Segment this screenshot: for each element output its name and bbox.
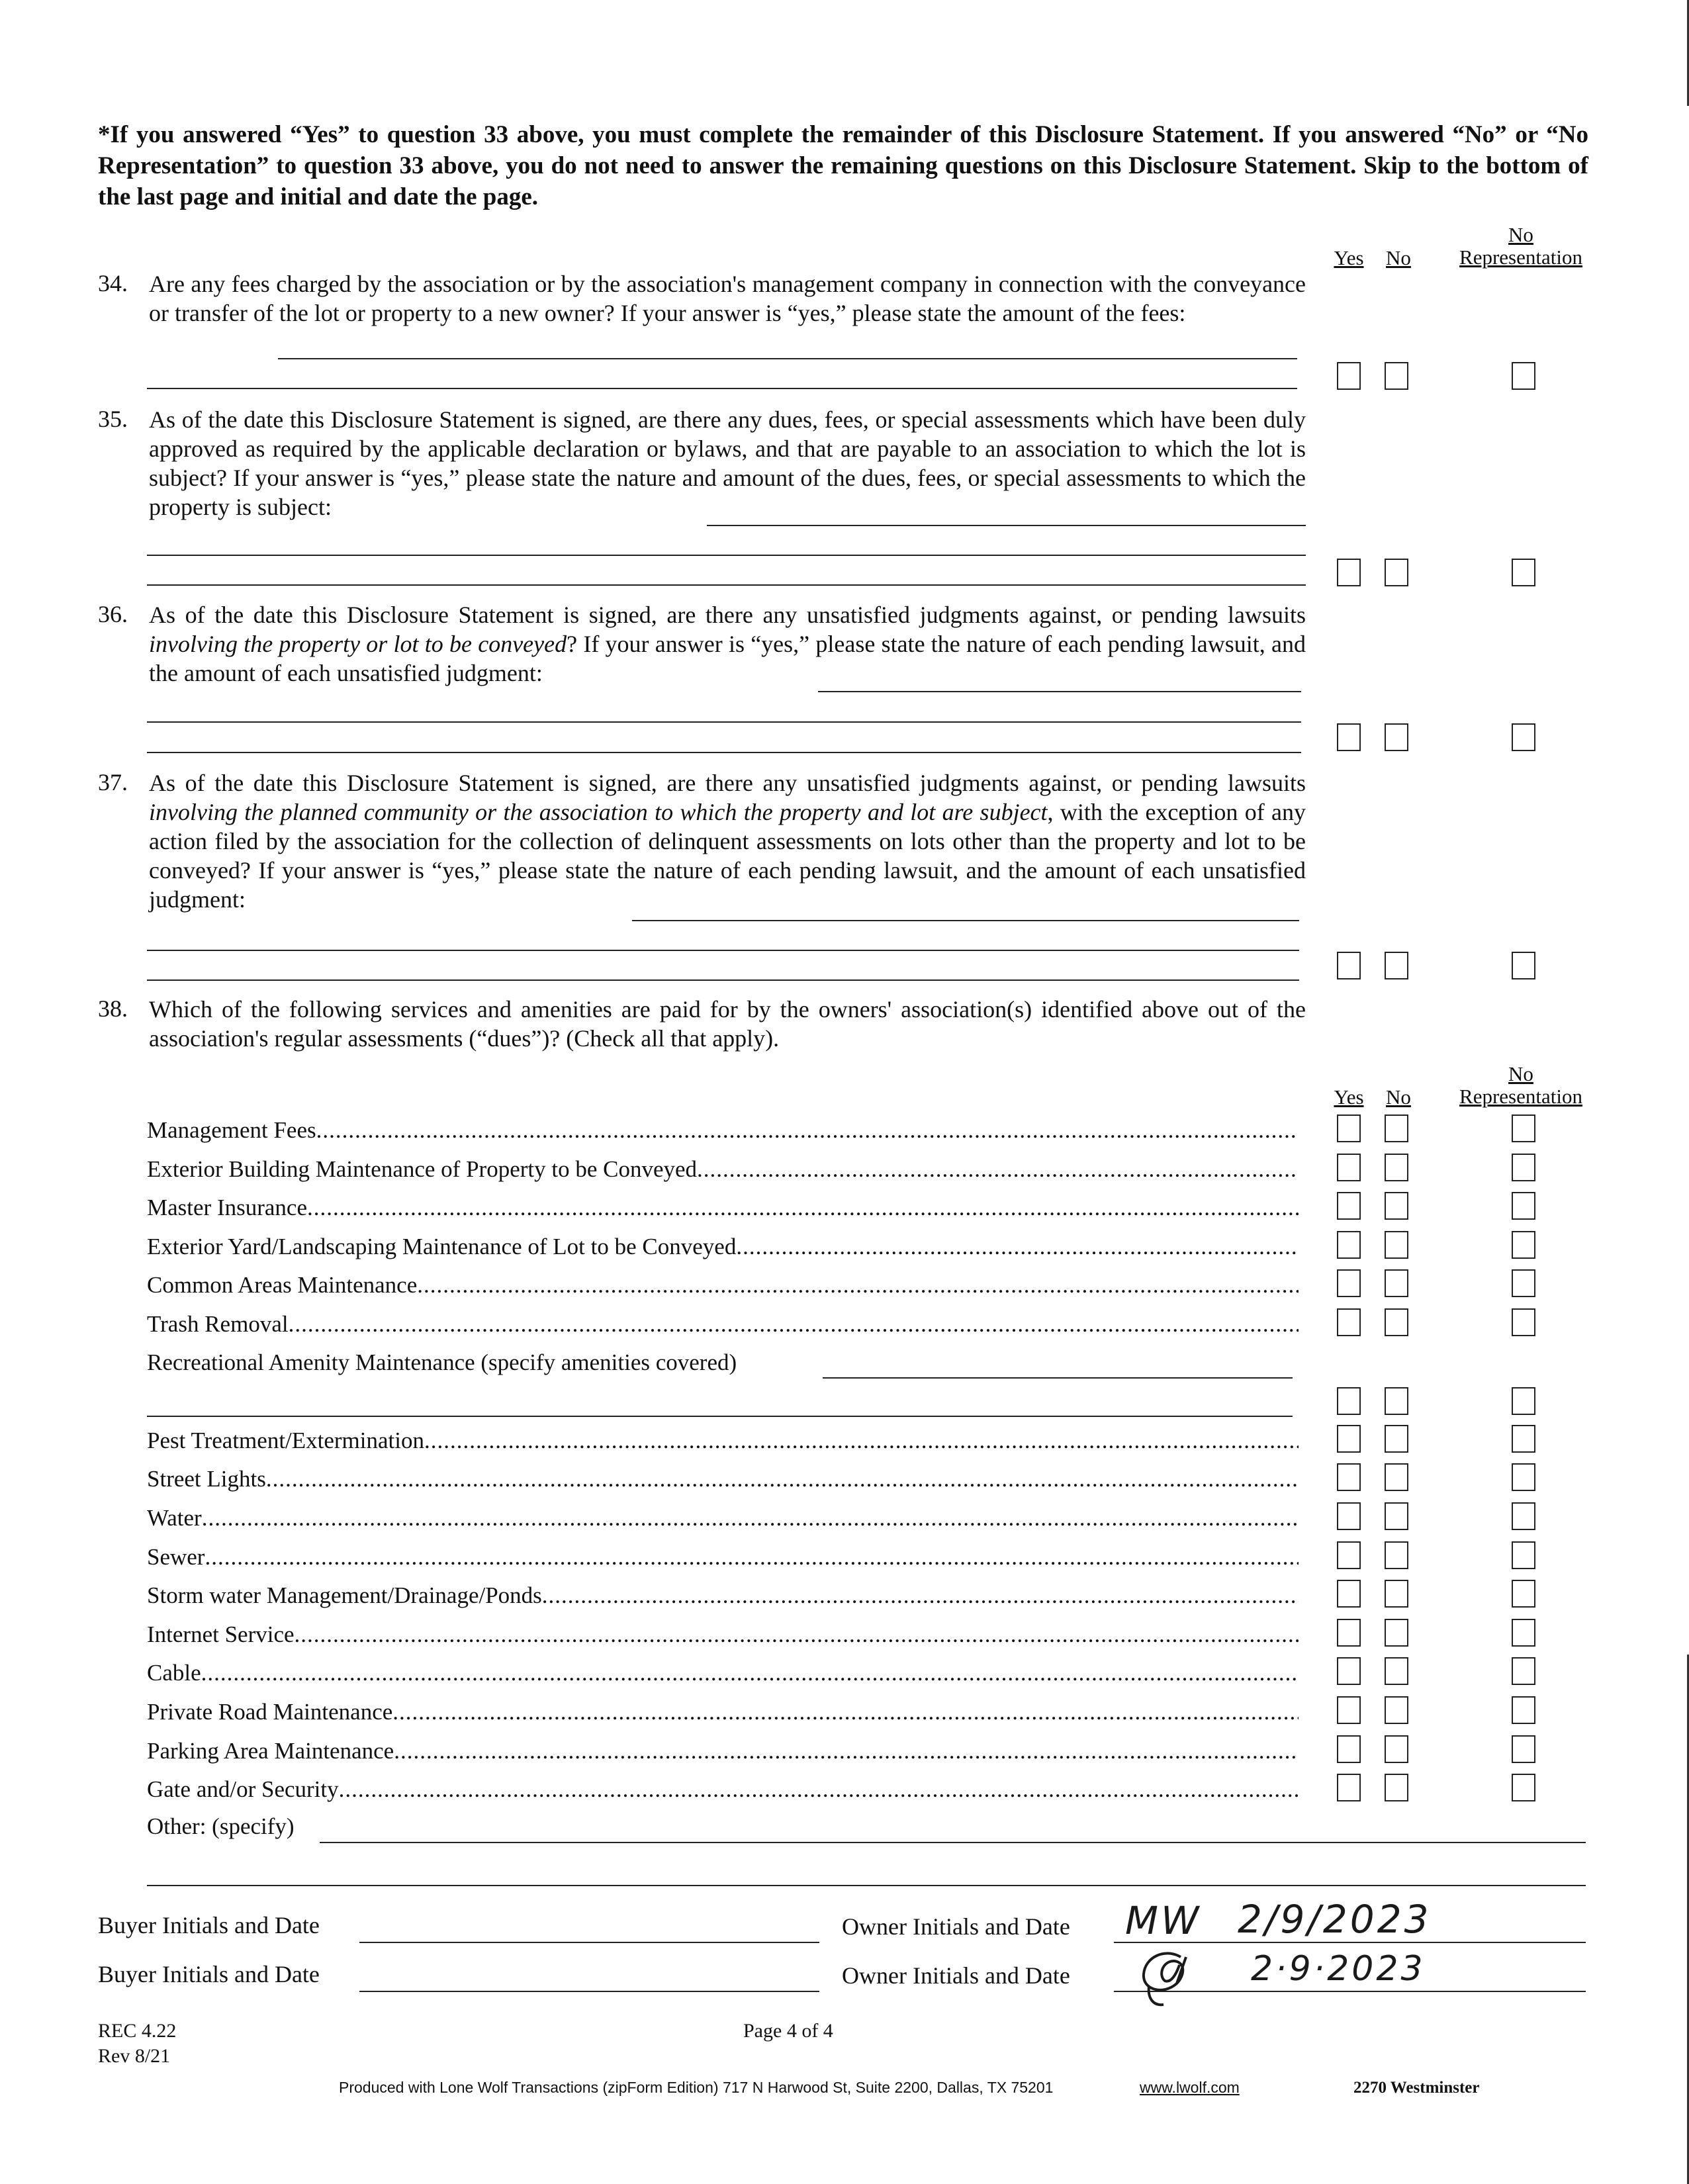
owner-initials-label-2: Owner Initials and Date xyxy=(842,1962,1070,1989)
services-no-column-header: No xyxy=(1386,1085,1411,1109)
question-36-answer-line[interactable] xyxy=(147,752,1301,753)
service-no-representation-checkbox[interactable] xyxy=(1512,1154,1535,1181)
service-label: Private Road Maintenance xyxy=(147,1699,393,1725)
leader-dots xyxy=(307,1195,1299,1221)
question-34-text: Are any fees charged by the association or by the association's management company in connection with the conveyance or transfer of the lot or property to a new owner? If your answer is “yes,” please state the amount of the fees: xyxy=(149,271,1306,326)
service-yes-checkbox[interactable] xyxy=(1337,1115,1361,1142)
service-row xyxy=(147,1582,1299,1609)
question-35-answer-line[interactable] xyxy=(147,584,1306,586)
service-yes-checkbox[interactable] xyxy=(1337,1657,1361,1685)
service-row xyxy=(147,1660,1299,1686)
buyer-initials-label-1: Buyer Initials and Date xyxy=(98,1912,320,1938)
leader-dots xyxy=(289,1311,1299,1338)
service-no-checkbox[interactable] xyxy=(1385,1192,1408,1220)
leader-dots xyxy=(266,1466,1299,1492)
service-no-representation-checkbox[interactable] xyxy=(1512,1231,1535,1259)
produced-with-text: Produced with Lone Wolf Transactions (zipForm Edition) 717 N Harwood St, Suite 2200, Dallas, TX 75201 xyxy=(339,2079,1054,2096)
no-column-header: No xyxy=(1386,246,1411,269)
question-35-yes-checkbox[interactable] xyxy=(1337,559,1361,586)
service-no-representation-checkbox[interactable] xyxy=(1512,1269,1535,1297)
service-label: Cable xyxy=(147,1660,201,1686)
service-row xyxy=(147,1195,1299,1221)
leader-dots xyxy=(736,1234,1299,1260)
form-revision: Rev 8/21 xyxy=(98,2045,171,2067)
service-row xyxy=(147,1272,1299,1298)
owner-2-handwritten-date: 2·9·2023 xyxy=(1251,1949,1426,1989)
service-row xyxy=(147,1311,1299,1338)
service-no-representation-checkbox[interactable] xyxy=(1512,1502,1535,1530)
recreational-amenity-line[interactable] xyxy=(823,1377,1293,1379)
service-no-checkbox[interactable] xyxy=(1385,1269,1408,1297)
service-no-checkbox[interactable] xyxy=(1385,1154,1408,1181)
service-yes-checkbox[interactable] xyxy=(1337,1502,1361,1530)
buyer-initials-line-1[interactable] xyxy=(359,1942,819,1943)
no-rep-header-line1: No xyxy=(1508,223,1533,246)
service-label: Common Areas Maintenance xyxy=(147,1272,418,1298)
service-row xyxy=(147,1738,1299,1764)
question-36-text-emphasis: involving the property or lot to be conveyed xyxy=(149,631,567,657)
question-38-text: Which of the following services and amenities are paid for by the owners' association(s) identified above out of the association's regular assessments (“dues”)? (Check all that apply). xyxy=(149,996,1306,1052)
service-row xyxy=(147,1699,1299,1725)
service-no-representation-checkbox[interactable] xyxy=(1512,1774,1535,1801)
leader-dots xyxy=(202,1505,1299,1531)
service-row xyxy=(147,1776,1299,1803)
owner-1-handwritten-date: 2/9/2023 xyxy=(1238,1897,1432,1942)
service-no-checkbox[interactable] xyxy=(1385,1541,1408,1569)
question-38-number: 38. xyxy=(98,995,128,1022)
question-37-answer-line[interactable] xyxy=(147,979,1299,981)
service-no-representation-checkbox[interactable] xyxy=(1512,1425,1535,1453)
services-yes-column-header: Yes xyxy=(1334,1085,1364,1109)
question-37-yes-checkbox[interactable] xyxy=(1337,952,1361,979)
leader-dots xyxy=(316,1117,1299,1144)
leader-dots xyxy=(542,1582,1299,1609)
leader-dots xyxy=(392,1699,1299,1725)
question-36-yes-checkbox[interactable] xyxy=(1337,723,1361,751)
service-no-checkbox[interactable] xyxy=(1385,1619,1408,1647)
question-37-answer-line[interactable] xyxy=(147,950,1299,951)
buyer-initials-line-2[interactable] xyxy=(359,1991,819,1992)
service-label: Trash Removal xyxy=(147,1311,289,1337)
question-36-text xyxy=(149,600,1306,688)
service-no-representation-checkbox[interactable] xyxy=(1512,1541,1535,1569)
question-36-answer-line[interactable] xyxy=(818,691,1301,692)
question-37-no-checkbox[interactable] xyxy=(1385,952,1408,979)
service-label: Sewer xyxy=(147,1544,205,1570)
leader-dots xyxy=(394,1738,1299,1764)
form-code: REC 4.22 xyxy=(98,2020,177,2042)
service-row xyxy=(147,1117,1299,1144)
no-rep-header-line2: Representation xyxy=(1459,246,1582,269)
service-yes-checkbox[interactable] xyxy=(1337,1425,1361,1453)
service-label: Storm water Management/Drainage/Ponds xyxy=(147,1582,542,1608)
service-label: Street Lights xyxy=(147,1466,266,1492)
question-36-number: 36. xyxy=(98,601,128,627)
question-36-no-representation-checkbox[interactable] xyxy=(1512,723,1535,751)
no-rep-header-line1: No xyxy=(1508,1062,1533,1085)
question-37-text-part: As of the date this Disclosure Statement is signed, are there any unsatisfied judgments against, or pending lawsuits xyxy=(149,770,1306,796)
service-row xyxy=(147,1505,1299,1531)
recreational-amenity-no-checkbox[interactable] xyxy=(1385,1387,1408,1415)
buyer-initials-label-2: Buyer Initials and Date xyxy=(98,1961,320,1987)
service-label: Management Fees xyxy=(147,1117,316,1143)
recreational-amenity-no-representation-checkbox[interactable] xyxy=(1512,1387,1535,1415)
service-row xyxy=(147,1544,1299,1570)
other-specify-line[interactable] xyxy=(147,1885,1586,1886)
service-yes-checkbox[interactable] xyxy=(1337,1463,1361,1491)
service-no-checkbox[interactable] xyxy=(1385,1774,1408,1801)
service-yes-checkbox[interactable] xyxy=(1337,1154,1361,1181)
service-label: Gate and/or Security xyxy=(147,1776,339,1802)
service-no-checkbox[interactable] xyxy=(1385,1463,1408,1491)
question-37-no-representation-checkbox[interactable] xyxy=(1512,952,1535,979)
question-37-text xyxy=(149,768,1306,914)
service-label: Water xyxy=(147,1505,202,1531)
recreational-amenity-label: Recreational Amenity Maintenance (specify amenities covered) xyxy=(147,1349,737,1375)
question-34-no-checkbox[interactable] xyxy=(1385,362,1408,390)
service-no-checkbox[interactable] xyxy=(1385,1580,1408,1608)
question-36-text-part: As of the date this Disclosure Statement is signed, are there any unsatisfied judgments against, or pending lawsuits xyxy=(149,602,1306,628)
service-yes-checkbox[interactable] xyxy=(1337,1192,1361,1220)
service-label: Pest Treatment/Extermination xyxy=(147,1428,424,1453)
services-no-representation-column-header xyxy=(1441,1063,1600,1108)
page-number: Page 4 of 4 xyxy=(743,2020,833,2042)
service-row xyxy=(147,1428,1299,1454)
question-36-answer-line[interactable] xyxy=(147,721,1301,723)
service-no-checkbox[interactable] xyxy=(1385,1696,1408,1724)
leader-dots xyxy=(424,1428,1299,1454)
question-34-answer-line[interactable] xyxy=(147,388,1297,389)
leader-dots xyxy=(339,1776,1299,1803)
service-no-representation-checkbox[interactable] xyxy=(1512,1619,1535,1647)
service-no-representation-checkbox[interactable] xyxy=(1512,1192,1535,1220)
question-37-text-emphasis: involving the planned community or the association to which the property and lot are subject xyxy=(149,799,1048,825)
other-specify-line[interactable] xyxy=(320,1842,1586,1843)
service-yes-checkbox[interactable] xyxy=(1337,1696,1361,1724)
question-37-number: 37. xyxy=(98,769,128,796)
service-no-representation-checkbox[interactable] xyxy=(1512,1735,1535,1763)
service-row xyxy=(147,1156,1299,1183)
no-representation-column-header xyxy=(1441,224,1600,269)
question-35-no-representation-checkbox[interactable] xyxy=(1512,559,1535,586)
yes-column-header: Yes xyxy=(1334,246,1364,269)
owner-2-handwritten-initials xyxy=(1133,1942,1206,2009)
service-no-checkbox[interactable] xyxy=(1385,1425,1408,1453)
leader-dots xyxy=(417,1272,1299,1298)
service-no-representation-checkbox[interactable] xyxy=(1512,1463,1535,1491)
property-address: 2270 Westminster xyxy=(1353,2079,1480,2097)
question-35-answer-line[interactable] xyxy=(707,525,1306,526)
question-36-text-part: ? If your answer is “yes,” please state the nature of each pending lawsuit, and the amount of each unsatisfied judgment: xyxy=(149,631,1306,686)
service-label: Internet Service xyxy=(147,1621,295,1647)
service-label: Parking Area Maintenance xyxy=(147,1738,394,1764)
service-no-checkbox[interactable] xyxy=(1385,1502,1408,1530)
service-no-representation-checkbox[interactable] xyxy=(1512,1657,1535,1685)
question-36-no-checkbox[interactable] xyxy=(1385,723,1408,751)
service-label: Master Insurance xyxy=(147,1195,307,1220)
owner-initials-label-1: Owner Initials and Date xyxy=(842,1913,1070,1940)
recreational-amenity-yes-checkbox[interactable] xyxy=(1337,1387,1361,1415)
leader-dots xyxy=(697,1156,1299,1183)
service-yes-checkbox[interactable] xyxy=(1337,1774,1361,1801)
service-no-representation-checkbox[interactable] xyxy=(1512,1696,1535,1724)
question-35-number: 35. xyxy=(98,406,128,432)
question-37-text-part: , with the exception of any action filed by the association for the collection of delinquent assessments on lots other than the property and lot to be conveyed? If your answer is “yes,” please state the nature of each pending lawsuit, and the amount of each unsatisfied judgment: xyxy=(149,799,1306,913)
intro-instructions: *If you answered “Yes” to question 33 above, you must complete the remainder of this Disclosure Statement. If you answered “No” or “No Representation” to question 33 above, you do not need to answer the remaining questions on this Disclosure Statement. Skip to the bottom of the last page and initial and date the page. xyxy=(98,121,1588,210)
leader-dots xyxy=(205,1544,1299,1570)
question-34-number: 34. xyxy=(98,270,128,296)
service-row xyxy=(147,1234,1299,1260)
service-row xyxy=(147,1621,1299,1648)
service-no-checkbox[interactable] xyxy=(1385,1308,1408,1336)
service-no-representation-checkbox[interactable] xyxy=(1512,1308,1535,1336)
question-34-answer-line[interactable] xyxy=(278,358,1297,359)
no-rep-header-line2: Representation xyxy=(1459,1085,1582,1108)
service-yes-checkbox[interactable] xyxy=(1337,1619,1361,1647)
service-yes-checkbox[interactable] xyxy=(1337,1735,1361,1763)
lwolf-website-link[interactable]: www.lwolf.com xyxy=(1140,2079,1240,2096)
service-yes-checkbox[interactable] xyxy=(1337,1231,1361,1259)
leader-dots xyxy=(295,1621,1299,1648)
service-no-representation-checkbox[interactable] xyxy=(1512,1115,1535,1142)
question-35-text: As of the date this Disclosure Statement is signed, are there any dues, fees, or special assessments which have been duly approved as required by the applicable declaration or bylaws, and that are payable to an association to which the lot is subject? If your answer is “yes,” please state the nature and amount of the dues, fees, or special assessments to which the property is subject: xyxy=(149,406,1306,520)
service-label: Exterior Building Maintenance of Property to be Conveyed xyxy=(147,1156,698,1182)
service-label: Exterior Yard/Landscaping Maintenance of Lot to be Conveyed xyxy=(147,1234,737,1259)
service-no-representation-checkbox[interactable] xyxy=(1512,1580,1535,1608)
question-35-answer-line[interactable] xyxy=(147,555,1306,556)
owner-1-handwritten-initials: MW xyxy=(1125,1898,1202,1943)
service-no-checkbox[interactable] xyxy=(1385,1735,1408,1763)
service-yes-checkbox[interactable] xyxy=(1337,1308,1361,1336)
question-34-no-representation-checkbox[interactable] xyxy=(1512,362,1535,390)
leader-dots xyxy=(201,1660,1299,1686)
service-yes-checkbox[interactable] xyxy=(1337,1269,1361,1297)
question-37-answer-line[interactable] xyxy=(632,920,1299,921)
service-row xyxy=(147,1466,1299,1492)
recreational-amenity-line[interactable] xyxy=(147,1416,1293,1417)
question-35-no-checkbox[interactable] xyxy=(1385,559,1408,586)
other-specify-label: Other: (specify) xyxy=(147,1813,295,1839)
service-no-checkbox[interactable] xyxy=(1385,1115,1408,1142)
service-yes-checkbox[interactable] xyxy=(1337,1580,1361,1608)
service-yes-checkbox[interactable] xyxy=(1337,1541,1361,1569)
service-no-checkbox[interactable] xyxy=(1385,1231,1408,1259)
question-34-yes-checkbox[interactable] xyxy=(1337,362,1361,390)
service-no-checkbox[interactable] xyxy=(1385,1657,1408,1685)
